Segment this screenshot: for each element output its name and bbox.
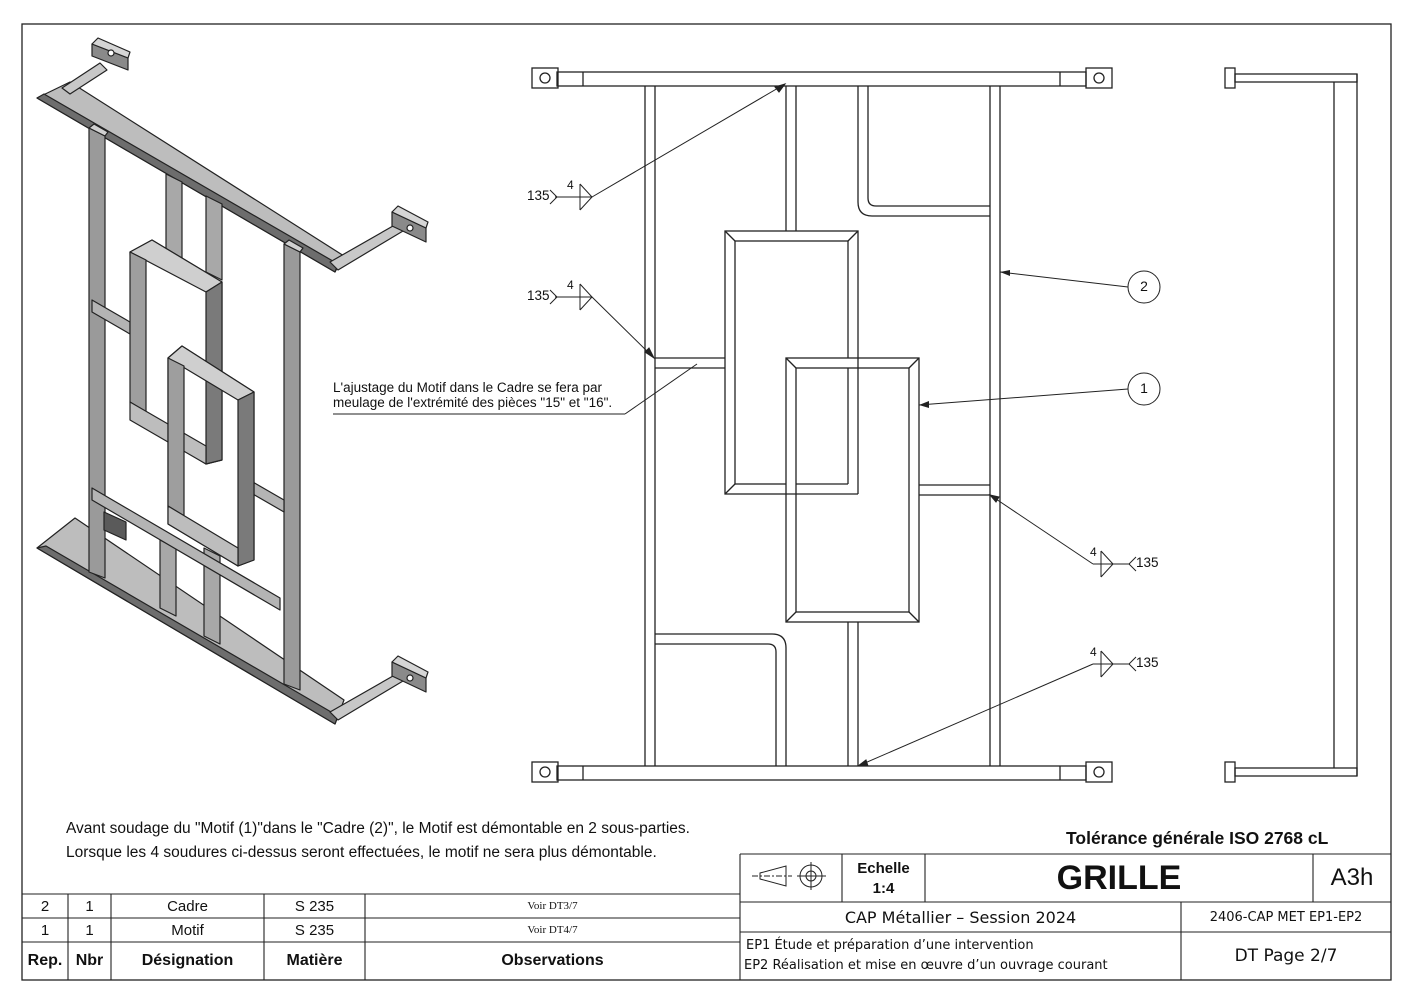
balloon-2-label: 2 xyxy=(1140,278,1148,294)
projection-symbol-icon xyxy=(752,862,826,890)
row-2-nbr: 1 xyxy=(85,897,94,915)
note-line-1: Avant soudage du "Motif (1)"dans le "Cadre (2)", le Motif est démontable en 2 sous-parties. xyxy=(66,820,690,837)
weld-3-process: 135 xyxy=(1136,555,1159,570)
sheet-format: A3h xyxy=(1330,864,1374,891)
weld-2-process: 135 xyxy=(527,288,550,303)
adjust-note-line2: meulage de l'extrémité des pièces "15" et "16". xyxy=(333,395,613,410)
adjust-note xyxy=(333,380,612,410)
row-1-matiere: S 235 xyxy=(294,921,335,939)
row-1-nbr: 1 xyxy=(85,921,94,939)
weld-1-size: 4 xyxy=(567,178,574,192)
exam-code: 2406-CAP MET EP1-EP2 xyxy=(1209,909,1363,925)
ep2-description: EP2 Réalisation et mise en œuvre d’un ouvrage courant xyxy=(744,958,1108,973)
top-left-lug xyxy=(532,68,558,88)
row-2-designation: Cadre xyxy=(167,897,208,915)
side-view xyxy=(1225,68,1357,782)
scale-value: 1:4 xyxy=(872,879,895,897)
row-1-rep: 1 xyxy=(40,921,50,939)
balloon-leaders xyxy=(919,270,1160,408)
weld-4-process: 135 xyxy=(1136,655,1159,670)
bottom-bar xyxy=(557,766,1086,780)
bottom-left-lug xyxy=(532,762,558,782)
header-rep: Rep. xyxy=(27,952,63,969)
row-2-rep: 2 xyxy=(40,897,50,915)
header-designation: Désignation xyxy=(141,952,234,969)
top-right-lug xyxy=(1086,68,1112,88)
adjust-note-line1: L'ajustage du Motif dans le Cadre se fera par xyxy=(333,380,602,395)
header-matiere: Matière xyxy=(286,952,343,969)
ep1-description: EP1 Étude et préparation d’une intervention xyxy=(746,938,1034,953)
balloon-1-label: 1 xyxy=(1140,380,1148,396)
drawing-title: GRILLE xyxy=(1056,858,1182,897)
weld-2-size: 4 xyxy=(567,278,574,292)
header-nbr: Nbr xyxy=(75,952,104,969)
general-tolerance: Tolérance générale ISO 2768 cL xyxy=(1066,828,1329,848)
motif-rect-lower xyxy=(786,358,919,622)
weld-4-size: 4 xyxy=(1090,645,1097,659)
row-2-observations: Voir DT3/7 xyxy=(527,900,578,912)
front-view xyxy=(532,68,1112,782)
weld-1-process: 135 xyxy=(527,188,550,203)
exam-session: CAP Métallier – Session 2024 xyxy=(844,907,1077,927)
note-line-2: Lorsque les 4 soudures ci-dessus seront effectuées, le motif ne sera plus démontable. xyxy=(66,844,657,861)
row-1-observations: Voir DT4/7 xyxy=(527,924,578,936)
bottom-right-lug xyxy=(1086,762,1112,782)
header-observations: Observations xyxy=(501,952,604,969)
top-bar xyxy=(557,72,1086,86)
row-2-matiere: S 235 xyxy=(294,897,335,915)
weld-3-size: 4 xyxy=(1090,545,1097,559)
page-number: DT Page 2/7 xyxy=(1234,946,1338,966)
scale-label: Echelle xyxy=(857,859,910,877)
row-1-designation: Motif xyxy=(171,921,204,939)
